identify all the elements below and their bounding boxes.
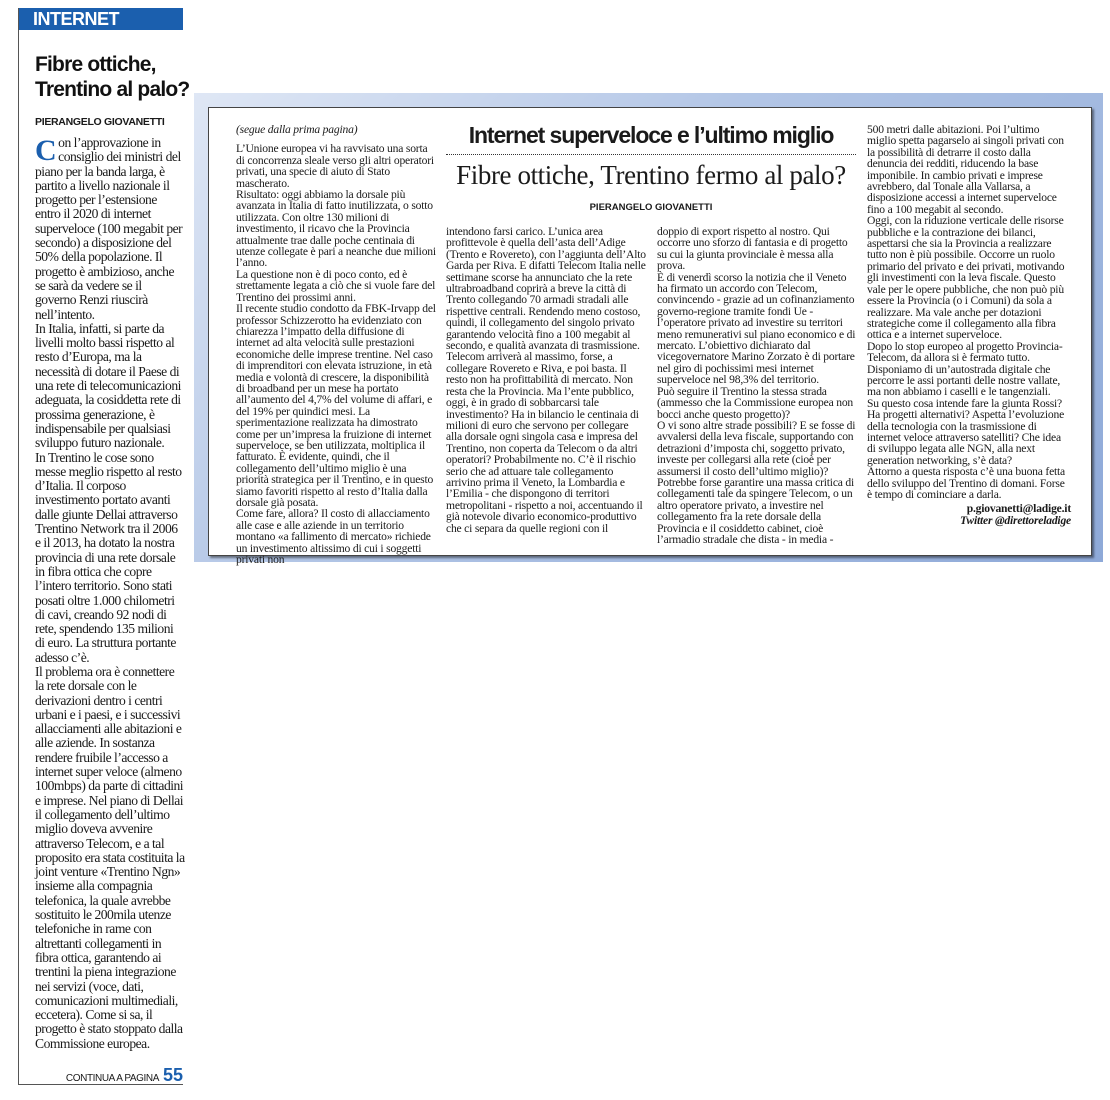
author-twitter[interactable]: Twitter @direttoreladige	[959, 513, 1071, 527]
boxed-article-frame	[194, 93, 1103, 567]
paragraph: intendono farsi carico. L’unica area profittevole è quella dell’asta dell’Adige (Trento e Rovereto), con l’aggiunta dell’Alto Garda per Riva. E difatti Telecom Italia nelle settimane scorse ha annunciato che la rete ultrabroadband coprirà a breve la città di Trento collegando 70 armadi stradali alle rispettive centrali. Rendendo meno costoso, quindi, il collegamento del singolo privato garantendo velocità fino a 100 megabit al secondo, e qualità avanzata di trasmissione.	[446, 225, 646, 353]
paragraph: Dopo lo stop europeo al progetto Provincia-Telecom, da allora si è fermato tutto. Disponiamo di un’autostrada digitale che percorre le assi portanti delle nostre vallate, ma non abbiamo i caselli e le tangenziali.	[867, 339, 1063, 399]
paragraph: Risultato: oggi abbiamo la dorsale più avanzata in Italia di fatto inutilizzata, o sotto utilizzata. Con oltre 130 milioni di investimento, il ricavo che la Provincia attualmente trae dalle poche centinaia di utenze collegate è pari a neanche due milioni l’anno.	[236, 188, 436, 270]
column-1	[236, 124, 436, 565]
headline-line: Trentino al palo?	[35, 78, 190, 101]
column-4	[867, 124, 1071, 526]
paragraph: Attorno a questa risposta c’è una buona fetta dello sviluppo del Trentino di domani. Forse è tempo di cominciare a darla.	[867, 465, 1066, 501]
left-body	[35, 136, 185, 1051]
paragraph: La questione non è di poco conto, ed è strettamente legata a ciò che si vuole fare del Trentino dei prossimi anni.	[236, 267, 436, 304]
left-headline	[35, 52, 195, 102]
section-label: INTERNET VELOCE	[19, 8, 183, 30]
paragraph: doppio di export rispetto al nostro. Qui occorre uno sforzo di fantasia e di progetto su cui la giunta provinciale è messa alla prova.	[657, 225, 848, 273]
paragraph: L’Unione europea vi ha ravvisato una sorta di concorrenza sleale verso gli altri operatori privati, una specie di aiuto di Stato mascherato.	[236, 142, 434, 190]
dotted-divider	[446, 154, 856, 155]
left-article	[18, 8, 190, 1085]
left-byline: PIERANGELO GIOVANETTI	[35, 116, 165, 128]
article-byline: PIERANGELO GIOVANETTI	[589, 202, 713, 213]
paragraph: Telecom arriverà al massimo, forse, a collegare Rovereto e Riva, e poi basta. Il resto non ha profittabilità di mercato. Non resta che la Provincia. Ma l’ente pubblico, oggi, è in grado di sobbarcarsi tale investimento? Ha in bilancio le centinaia di milioni di euro che servono per collegare alla dorsale ogni singola casa e impresa del Trentino, non coperta da Telecom o da altri operatori? Probabilmente no. C’è il rischio serio che ad attuare tale collegamento arrivino prima il Veneto, la Lombardia e l’Emilia - che dispongono di territori metropolitani - rispetto a noi, accentuando il già notevole divario economico-produttivo che ci separa da quelle regioni con il	[446, 350, 643, 535]
paragraph: In Italia, infatti, si parte da livelli molto bassi rispetto al resto d’Europa, ma la necessità di dotare il Paese di una rete di telecomunicazioni adeguata, la cosiddetta rete di prossima generazione, è indispensabile per qualsiasi sviluppo futuro nazionale.	[35, 320, 181, 451]
dropcap: C	[35, 134, 57, 167]
paragraph: È di venerdì scorso la notizia che il Veneto ha firmato un accordo con Telecom, convincendo - grazie ad un cofinanziamento governo-regione tramite fondi Ue - l’operatore privato ad investire su territori meno remunerativi sul piano economico e di mercato. L’obiettivo dichiarato dal vicegovernatore Marino Zorzato è di portare nel giro di pochissimi mesi internet superveloce nel 98,3% del territorio.	[657, 270, 856, 387]
paragraph: 500 metri dalle abitazioni. Poi l’ultimo miglio spetta pagarselo ai singoli privati con la possibilità di detrarre il costo dalla denuncia dei redditi, riducendo la base imponibile. In cambio privati e imprese avrebbero, dal Tonale alla Vallarsa, a disposizione accessi a internet superveloce fino a 100 megabit al secondo.	[867, 123, 1064, 216]
paragraph: Oggi, con la riduzione verticale delle risorse pubbliche e la contrazione dei bilanci, aspettarsi che sia la Provincia a realizzare tutto non è più possibile. Occorre un ruolo primario del privato e dei privati, motivando gli investimenti con la leva fiscale. Questo vale per le opere pubbliche, che non può più essere la Provincia (o i Comuni) da sola a realizzare. Ma vale anche per dotazioni strategiche come il collegamento alla fibra ottica e a internet superveloce.	[867, 214, 1065, 342]
paragraph: Come fare, allora? Il costo di allacciamento alle case e alle aziende in un territorio montano «a fallimento di mercato» richiede un investimento altissimo di cui i soggetti privati non	[236, 507, 431, 567]
paragraph: Su questo cosa intende fare la giunta Rossi? Ha progetti alternativi? Aspetta l’evoluzione della tecnologia con la trasmissione di internet veloce attraverso satelliti? Che idea di sviluppo legata alle NGN, alla next generation networking, s’è data?	[867, 396, 1065, 467]
paragraph-text: on l’approvazione in consiglio dei ministri del piano per la banda larga, è partito a livello nazionale il progetto per l’estensione entro il 2020 di internet superveloce (100 megabit per secondo) a disposizione del 50% della popolazione. Il progetto è ambizioso, anche se sarà da vedere se il governo Renzi riuscirà nell’intento.	[35, 135, 183, 322]
column-3	[657, 226, 857, 545]
article-title: Fibre ottiche, Trentino fermo al palo?	[456, 160, 846, 190]
boxed-article	[208, 107, 1092, 567]
column-2	[446, 226, 646, 534]
continue-page-number: 55	[162, 1065, 183, 1085]
paragraph: Il problema ora è connettere la rete dorsale con le derivazioni dentro i centri urbani e i paesi, e i successivi allacciamenti alle abitazioni e alle aziende. In sostanza rendere fruibile l’accesso a internet super veloce (almeno 100mbps) da parte di cittadini e imprese. Nel piano di Dellai il collegamento dell’ultimo miglio doveva avvenire attraverso Telecom, e a tal proposito era stata costituita la joint venture «Trentino Ngn» insieme alla compagnia telefonica, la quale avrebbe sostituito le 200mila utenze telefoniche in rame con altrettanti collegamenti in fibra ottica, garantendo ai trentini la piena integrazione nei servizi (voce, dati, comunicazioni multimediali, eccetera). Come si sa, il progetto è stato stoppato dalla Commissione europea.	[35, 663, 185, 1051]
paragraph	[35, 136, 185, 322]
kicker-headline: Internet superveloce e l’ultimo miglio	[468, 122, 834, 148]
continue-link[interactable]	[62, 1060, 183, 1084]
paragraph: Il recente studio condotto da FBK-Irvapp del professor Schizzerotto ha evidenziato con chiarezza l’impatto della diffusione di internet ad alta velocità sulle prestazioni economiche delle imprese trentine. Nel caso di imprenditori con elevata istruzione, in età media e volontà di crescere, la disponibilità di broadband per un mese ha portato all’aumento del 4,7% del volume di affari, e del 19% per quindici mesi. La sperimentazione realizzata ha dimostrato come per un’impresa la fruizione di internet superveloce, se ben utilizzata, moltiplica il fatturato. È evidente, quindi, che il collegamento dell’ultimo miglio è una priorità strategica per il Trentino, e in questo siamo favoriti rispetto al resto d’Italia dalla dorsale già posata.	[236, 302, 436, 509]
headline-line: Fibre ottiche,	[35, 53, 156, 76]
author-email[interactable]: p.giovanetti@ladige.it	[966, 502, 1071, 516]
paragraph: O vi sono altre strade possibili? E se fosse di avvalersi della leva fiscale, supportando con detrazioni d’imposta chi, soggetto privato, investe per collegarsi alla rete (cioè per assumersi il costo dell’ultimo miglio)? Potrebbe forse garantire una massa critica di collegamenti tale da spingere Telecom, o un altro operatore privato, a investire nel collegamento fra la rete dorsale della Provincia e il cosiddetto cabinet, cioè l’armadio stradale che dista - in media -	[657, 418, 856, 546]
continue-label: CONTINUA A PAGINA	[65, 1073, 159, 1084]
paragraph: In Trentino le cose sono messe meglio rispetto al resto d’Italia. Il corposo investimento portato avanti dalle giunte Dellai attraverso Trentino Network tra il 2006 e il 2013, ha dotato la nostra provincia di una rete dorsale in fibra ottica che copre l’intero territorio. Sono stati posati oltre 1.000 chilometri di cavi, creando 92 nodi di rete, spendendo 135 milioni di euro. La struttura portante adesso c’è.	[35, 449, 182, 665]
segue-note: (segue dalla prima pagina)	[236, 123, 358, 136]
paragraph: Può seguire il Trentino la stessa strada (ammesso che la Commissione europea non bocci anche questo progetto)?	[657, 384, 854, 421]
